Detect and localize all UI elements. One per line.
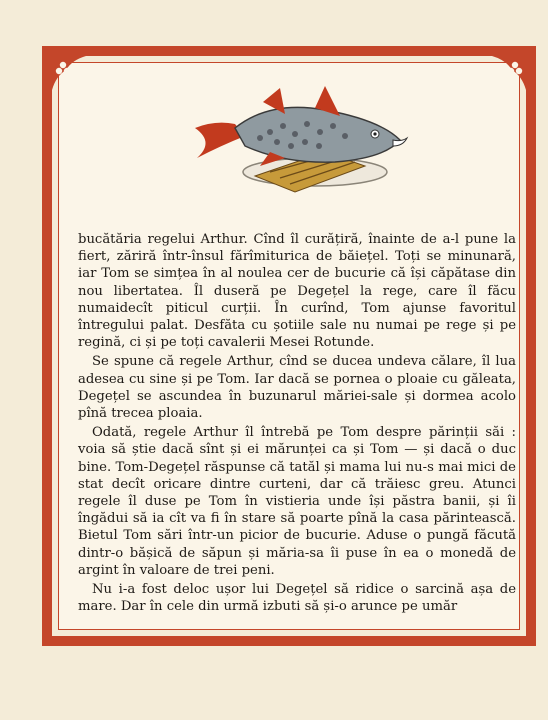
story-text xyxy=(78,231,516,617)
corner-ornament-top-left xyxy=(52,56,86,90)
paragraph-4: Nu i-a fost deloc ușor lui Degețel să ridice o sarcină așa de mare. Dar în cele din urmă izbuti să și-o arunce pe umăr xyxy=(78,582,516,615)
corner-ornament-top-right xyxy=(492,56,526,90)
paragraph-3: Odată, regele Arthur îl întrebă pe Tom despre părinții săi : voia să știe dacă sînt și ei mărunței ca și Tom — și dacă o duc bine. Tom-Degețel răspunse că tatăl și mama lui nu-s mai mici de stat decît oricare dintre curteni, dar că trăiesc greu. Atunci regele îl duse pe Tom în vistieria unde își păstra banii, și îi îngădui să ia cît va fi în stare să poarte pînă la casa părintească. Bietul Tom sări într-un picior de bucurie. Aduse o pungă făcută dintr-o bășică de săpun și măria-sa îi puse în ea o monedă de argint în valoare de trei peni. xyxy=(78,425,516,578)
fish-on-plate-illustration xyxy=(175,80,415,205)
paragraph-2: Se spune că regele Arthur, cînd se ducea undeva călare, îl lua adesea cu sine și pe Tom. Iar dacă se pornea o ploaie cu găleata, Degețel se ascundea în buzunarul măriei-sale și dormea acolo pînă trecea ploaia. xyxy=(78,354,516,422)
paragraph-1: bucătăria regelui Arthur. Cînd îl curățiră, înainte de a-l pune la fiert, zăriră într-însul fărîmiturica de băiețel. Toți se minunară, iar Tom se simțea în al noulea cer de bucurie că își căpătase din nou libertatea. Îl duseră pe Degețel la rege, care îl făcu numaidecît piticul curții. În curînd, Tom ajunse favoritul întregului palat. Desfăta cu șotiile sale nu numai pe rege și pe regină, ci și pe toți cavalerii Mesei Rotunde. xyxy=(78,232,516,351)
